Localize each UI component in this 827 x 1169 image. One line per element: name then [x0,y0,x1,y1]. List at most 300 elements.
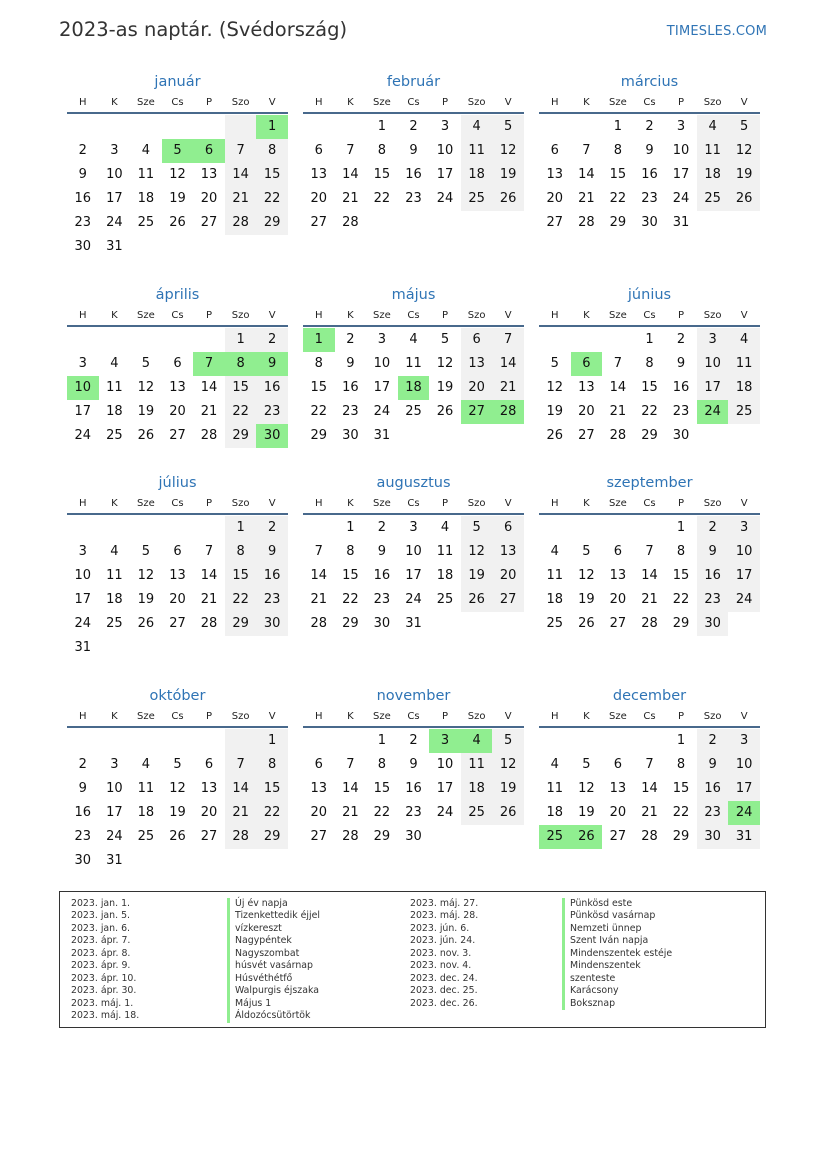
day-cell: 12 [492,139,524,163]
day-cell: 15 [609,167,627,182]
weekday-label: Sze [137,498,155,509]
day-cell: 14 [641,568,658,583]
weekday-label: Sze [137,97,155,108]
day-cell: 10 [106,781,123,796]
empty-day-cell [539,729,571,753]
day-cell: 17 [373,380,391,395]
day-cell: 4 [440,520,450,535]
empty-day-cell [303,729,335,753]
day-cell: 13 [200,167,218,182]
weekday-label: Cs [643,498,656,509]
day-cell: 3 [697,328,729,352]
day-cell: 21 [342,191,359,206]
day-cell: 21 [310,592,328,607]
day-cell: 26 [169,215,186,230]
weekday-label: Sze [609,97,627,108]
weekday-label: K [347,498,354,509]
day-cell: 14 [342,167,359,182]
day-cell: 26 [492,187,524,211]
day-cell: 23 [672,404,690,419]
day-cell: 25 [106,616,123,631]
day-cell: 19 [492,163,524,187]
month-name: augusztus [376,475,451,491]
weekday-label: P [678,310,685,321]
day-cell: 21 [609,404,627,419]
day-cell: 22 [373,191,391,206]
day-cell: 19 [546,404,564,419]
day-cell: 7 [645,757,654,772]
month-május [303,283,524,448]
day-cell: 22 [609,191,627,206]
day-cell: 18 [106,404,123,419]
day-cell: 3 [676,119,686,134]
day-cell: 14 [342,781,359,796]
day-cell: 31 [74,640,92,655]
day-cell: 30 [74,853,92,868]
day-cell: 20 [200,191,218,206]
legend-names-col-2 [562,898,672,1010]
legend-date: 2023. dec. 24. [410,972,478,984]
weekday-label: K [583,310,590,321]
weekday-header [539,307,760,327]
day-cell: 8 [346,544,355,559]
day-cell: 16 [641,167,658,182]
day-cell: 12 [137,568,155,583]
legend-holiday-name: Május 1 [227,998,320,1010]
holiday-day-cell: 18 [398,376,430,400]
day-cell: 25 [546,616,564,631]
day-cell: 30 [641,215,658,230]
day-cell: 8 [225,540,257,564]
weekday-label: H [79,711,87,722]
weekday-header [303,307,524,327]
day-cell: 29 [225,424,257,448]
day-cell: 19 [137,592,155,607]
empty-day-cell [634,516,666,540]
empty-day-cell [539,115,571,139]
weekday-label: V [740,97,748,108]
day-cell: 9 [409,143,418,158]
holiday-day-cell: 26 [571,825,603,849]
legend-dates-col-2 [410,898,478,1010]
day-cell: 21 [342,805,359,820]
day-cell: 15 [225,564,257,588]
weekday-label: Cs [643,310,656,321]
day-cell: 8 [256,139,288,163]
weekday-header [539,708,760,728]
day-cell: 3 [440,119,450,134]
day-cell: 4 [728,328,760,352]
weekday-header [67,495,288,515]
day-cell: 10 [436,757,454,772]
empty-day-cell [303,516,335,540]
legend-holiday-name: Áldozócsütörtök [227,1010,320,1022]
weekday-label: P [678,498,685,509]
page-title: 2023-as naptár. (Svédország) [59,18,348,41]
day-cell: 19 [461,564,493,588]
empty-day-cell [99,516,131,540]
month-name: március [620,74,679,90]
empty-day-cell [162,328,194,352]
day-cell: 11 [461,139,493,163]
day-cell: 2 [346,332,355,347]
empty-day-cell [571,328,603,352]
day-cell: 20 [578,404,595,419]
day-cell: 20 [546,191,564,206]
weekday-label: Szo [231,711,250,722]
weekday-label: H [551,711,559,722]
day-cell: 21 [200,592,218,607]
day-cell: 21 [641,592,658,607]
day-cell: 28 [310,616,328,631]
legend-date: 2023. máj. 27. [410,898,479,909]
day-cell: 11 [697,139,729,163]
day-cell: 4 [110,356,119,371]
empty-day-cell [67,516,99,540]
day-cell: 23 [74,829,92,844]
weekday-label: Cs [407,711,420,722]
day-cell: 17 [74,592,92,607]
day-grid [303,516,524,636]
day-cell: 12 [169,781,186,796]
day-cell: 20 [461,376,493,400]
day-cell: 5 [173,757,182,772]
legend-holiday-name: Szent Iván napja [562,935,672,947]
day-grid [67,328,288,448]
weekday-label: Sze [137,310,155,321]
day-cell: 3 [728,516,760,540]
day-cell: 26 [492,801,524,825]
day-cell: 22 [225,400,257,424]
day-cell: 31 [728,825,760,849]
day-cell: 14 [641,781,658,796]
day-cell: 18 [106,592,123,607]
day-cell: 7 [582,143,591,158]
day-cell: 14 [200,568,218,583]
month-március [539,70,760,235]
month-name: október [149,688,206,704]
day-cell: 5 [582,544,591,559]
day-cell: 7 [613,356,623,371]
weekday-label: V [268,498,276,509]
day-cell: 15 [256,777,288,801]
day-cell: 8 [645,356,654,371]
weekday-label: Sze [609,711,627,722]
day-cell: 31 [106,853,123,868]
day-cell: 31 [672,215,690,230]
day-cell: 12 [728,139,760,163]
holiday-day-cell: 25 [539,825,571,849]
day-cell: 18 [137,805,155,820]
weekday-label: K [347,711,354,722]
day-cell: 14 [225,163,257,187]
day-cell: 5 [492,729,524,753]
day-cell: 24 [74,428,92,443]
day-cell: 17 [728,564,760,588]
weekday-label: Szo [703,310,722,321]
weekday-label: Cs [171,97,184,108]
day-cell: 20 [310,805,328,820]
empty-day-cell [634,729,666,753]
day-cell: 14 [578,167,595,182]
day-cell: 19 [169,191,186,206]
legend-holiday-name: húsvét vasárnap [227,960,320,972]
weekday-label: Cs [407,498,420,509]
day-cell: 6 [173,356,182,371]
legend-date: 2023. dec. 25. [410,985,478,997]
day-cell: 20 [492,564,524,588]
day-cell: 30 [256,612,288,636]
day-cell: 20 [169,404,186,419]
weekday-label: P [206,310,213,321]
day-cell: 9 [78,167,87,182]
day-cell: 14 [492,352,524,376]
weekday-label: Cs [171,498,184,509]
weekday-label: H [79,498,87,509]
month-április [67,283,288,448]
weekday-label: P [678,97,685,108]
day-cell: 30 [373,616,391,631]
day-cell: 27 [546,215,564,230]
weekday-label: Cs [171,310,184,321]
day-cell: 16 [697,777,729,801]
weekday-label: K [111,498,118,509]
day-cell: 17 [436,781,454,796]
day-cell: 3 [110,757,119,772]
day-cell: 27 [169,616,186,631]
month-name: június [627,287,672,303]
day-cell: 5 [550,356,559,371]
day-cell: 26 [578,616,595,631]
day-cell: 31 [405,616,422,631]
legend-date: 2023. ápr. 8. [71,947,131,959]
day-grid [67,516,288,660]
legend-holiday-name: szenteste [562,973,672,985]
day-cell: 2 [377,520,387,535]
day-cell: 17 [728,777,760,801]
weekday-label: P [206,97,213,108]
day-grid [67,729,288,873]
day-cell: 25 [461,187,493,211]
weekday-label: Sze [609,310,627,321]
empty-day-cell [539,516,571,540]
day-cell: 9 [256,540,288,564]
day-cell: 22 [256,801,288,825]
day-cell: 13 [200,781,218,796]
day-cell: 11 [137,781,155,796]
day-grid [303,115,524,235]
day-cell: 13 [169,380,186,395]
day-cell: 22 [256,187,288,211]
day-cell: 23 [405,191,422,206]
day-cell: 16 [373,568,391,583]
day-grid [539,328,760,448]
day-cell: 27 [200,215,218,230]
day-cell: 11 [106,380,123,395]
month-name: január [154,74,201,90]
day-cell: 4 [697,115,729,139]
day-cell: 13 [609,568,627,583]
weekday-label: V [268,711,276,722]
day-cell: 24 [405,592,422,607]
legend-date: 2023. jan. 5. [71,910,131,922]
holiday-day-cell: 6 [193,139,225,163]
weekday-label: H [79,310,87,321]
weekday-header [67,94,288,114]
month-szeptember [539,471,760,636]
weekday-label: P [206,711,213,722]
day-cell: 10 [74,568,92,583]
empty-day-cell [67,729,99,753]
day-cell: 17 [74,404,92,419]
weekday-label: V [740,711,748,722]
day-cell: 28 [342,829,359,844]
weekday-label: H [315,498,323,509]
empty-day-cell [539,328,571,352]
day-cell: 3 [728,729,760,753]
empty-day-cell [225,729,257,753]
day-cell: 24 [436,805,454,820]
day-cell: 13 [310,167,328,182]
day-cell: 11 [405,356,422,371]
weekday-label: P [678,711,685,722]
day-cell: 31 [106,239,123,254]
day-cell: 10 [436,143,454,158]
day-cell: 17 [106,191,123,206]
weekday-label: V [504,711,512,722]
day-cell: 17 [436,167,454,182]
weekday-label: Cs [643,97,656,108]
day-grid [539,516,760,636]
day-cell: 3 [110,143,119,158]
day-cell: 27 [578,428,595,443]
day-cell: 10 [106,167,123,182]
weekday-label: Sze [373,498,391,509]
day-cell: 5 [582,757,591,772]
weekday-label: P [442,498,449,509]
day-cell: 15 [373,167,391,182]
day-cell: 9 [645,143,654,158]
day-cell: 29 [256,825,288,849]
day-cell: 29 [310,428,328,443]
day-cell: 18 [461,163,493,187]
day-cell: 12 [492,753,524,777]
day-cell: 7 [225,753,257,777]
legend-date: 2023. máj. 1. [71,997,134,1009]
day-cell: 9 [377,544,387,559]
legend-date: 2023. ápr. 7. [71,935,131,947]
day-cell: 2 [409,119,418,134]
weekday-label: P [442,711,449,722]
day-cell: 1 [346,520,355,535]
weekday-label: K [583,498,590,509]
weekday-header [303,708,524,728]
month-name: november [376,688,451,704]
weekday-header [539,94,760,114]
weekday-label: Szo [231,310,250,321]
legend-date: 2023. jan. 1. [71,898,131,909]
day-cell: 15 [641,380,658,395]
legend-date: 2023. ápr. 9. [71,960,131,972]
day-cell: 16 [672,380,690,395]
day-cell: 29 [672,829,690,844]
legend-date: 2023. ápr. 30. [71,985,137,997]
day-cell: 26 [546,428,564,443]
legend-holiday-name: Nemzeti ünnep [562,923,672,935]
day-cell: 3 [409,520,418,535]
holiday-day-cell: 10 [67,376,99,400]
day-cell: 1 [613,119,623,134]
empty-day-cell [130,729,162,753]
day-cell: 25 [106,428,123,443]
day-grid [303,729,524,849]
day-cell: 11 [546,781,564,796]
day-cell: 2 [256,516,288,540]
day-cell: 1 [256,729,288,753]
month-június [539,283,760,448]
day-grid [539,729,760,849]
brand-logo-text[interactable]: TIMESLES.COM [666,24,767,39]
day-cell: 25 [436,592,454,607]
day-cell: 20 [169,592,186,607]
weekday-label: Cs [643,711,656,722]
day-cell: 24 [373,404,391,419]
day-cell: 22 [225,588,257,612]
weekday-label: K [583,97,590,108]
holiday-day-cell: 24 [697,400,729,424]
weekday-label: H [315,310,323,321]
day-cell: 1 [225,516,257,540]
empty-day-cell [193,729,225,753]
day-cell: 12 [461,540,493,564]
empty-day-cell [99,115,131,139]
day-cell: 25 [697,187,729,211]
weekday-label: K [111,97,118,108]
day-cell: 29 [609,215,627,230]
day-cell: 2 [676,332,686,347]
day-cell: 26 [137,616,155,631]
day-cell: 19 [578,805,595,820]
weekday-label: Szo [703,711,722,722]
weekday-label: K [111,711,118,722]
day-cell: 26 [436,404,454,419]
day-cell: 4 [110,544,119,559]
empty-day-cell [130,115,162,139]
day-cell: 23 [697,801,729,825]
empty-day-cell [162,115,194,139]
day-cell: 2 [697,516,729,540]
legend-holiday-name: Boksznap [562,998,672,1010]
day-cell: 23 [373,592,391,607]
empty-day-cell [130,516,162,540]
day-cell: 15 [342,568,359,583]
holiday-day-cell: 9 [256,352,288,376]
day-cell: 10 [728,540,760,564]
day-cell: 16 [256,564,288,588]
legend-holiday-name: Nagypéntek [227,935,320,947]
day-cell: 10 [697,352,729,376]
day-cell: 1 [676,520,686,535]
day-cell: 15 [225,376,257,400]
day-cell: 19 [169,805,186,820]
day-cell: 4 [550,544,559,559]
day-cell: 14 [225,777,257,801]
day-cell: 24 [106,215,123,230]
legend-date: 2023. dec. 26. [410,997,478,1009]
month-name: szeptember [606,475,693,491]
day-cell: 27 [310,829,328,844]
day-cell: 19 [492,777,524,801]
